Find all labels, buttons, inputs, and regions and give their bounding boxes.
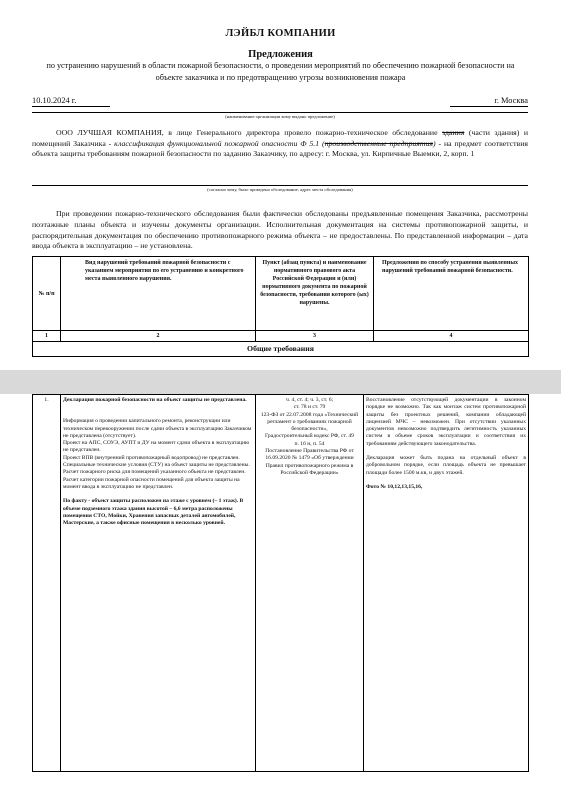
document-subtitle: по устранению нарушений в области пожарной безопасности, о проведении мероприятий по обеспечению пожарной безопасности на объекте заказчика и по предотвращению угрозы возникновения пожара: [46, 61, 515, 82]
violation-line: Информация о проведении капитального ремонта, реконструкции или техническом перевооружении после сдачи объекта в эксплуатацию Заказчиком не представлена (отсутствует).: [63, 418, 252, 439]
violation-cell: [61, 395, 256, 772]
violation-line: Декларация пожарной безопасности на объект защиты не представлена.: [63, 397, 247, 403]
intro-strike: здания: [442, 128, 465, 137]
col-number-4: 4: [374, 331, 529, 342]
company-label: ЛЭЙБЛ КОМПАНИИ: [225, 28, 336, 39]
violation-line: Расчет категории пожарной опасности помещений для объекта защиты на момент ввода в эксплуатацию не представлен.: [63, 476, 240, 490]
proposal-line: Восстановление отсутствующей документации в законном порядке не возможно. Так как монтаж систем противопожарной защиты без проектных решений, компании обладающей лицензией МЧС – невозможен. При отсутствии указанных документов невозможно подтвердить легитимность указанных систем в объеме сроков эксплуатации и соответствия их требованиям действующего законодательства.: [366, 397, 526, 447]
document-title: Предложения: [248, 49, 313, 60]
document-city: г. Москва: [450, 95, 528, 107]
norm-line: Постановление Правительства РФ от 16.09.2020 № 1479 «Об утверждении Правил противопожарного режима в Российской Федерации»: [265, 448, 354, 476]
col-number-2: 2: [61, 331, 256, 342]
address-caption: (согласно чему, было проведено обследование, адрес места обследования): [32, 185, 528, 192]
intro-text-1: ООО ЛУЧШАЯ КОМПАНИЯ, в лице Генерального директора провело пожарно-техническое обследование: [56, 128, 443, 137]
violation-line: Специальные технические условия (СТУ) на объект защиты не представлены.: [63, 462, 250, 469]
violation-line: Расчет пожарного риска для помещений указанного объекта не представлен.: [63, 469, 246, 476]
org-caption: (наименование организации кому выдано предложение): [32, 112, 528, 119]
col-header-norm: Пункт (абзац пункта) и наименование нормативного правового акта Российской Федерации и (или) нормативного документа по пожарной безопасности, требования которого (ых) нарушены.: [256, 257, 374, 331]
proposal-line: Декларация может быть подана на отдельный объект в добровольном порядке, если площадь объекта не превышает площади более 1500 м.кв, и двух этажей.: [366, 455, 526, 476]
page-separator: [0, 370, 561, 394]
intro-italic-1: классификация функциональной пожарной опасности Ф 5.1 (: [114, 138, 325, 148]
photo-references: Фото № 10,12,13,15,16,: [366, 483, 423, 490]
norm-line: п. 16 и, п. 54: [294, 440, 325, 447]
norm-line: 123-ФЗ от 22.07.2008 года «Технический регламент о требованиях пожарной безопасности»,: [260, 411, 359, 433]
intro-text-3: - на предмет соответствия объекта защиты требованиям пожарной безопасности по заданию Заказчику, по адресу: г. Москва, ул. Кирпичные Выемки, 2, корп. 1: [32, 138, 528, 159]
violations-table-header: [32, 256, 529, 357]
col-header-violation: Вид нарушений требований пожарной безопасности с указанием мероприятия по его устранению и конкретного места выявленного нарушения.: [61, 257, 256, 331]
norm-line: ч. 4, ст. 4; ч. 3, ст. 6;: [285, 397, 334, 403]
violation-line: Проект ВПВ (внутренний противопожарный водопровод) не представлен.: [63, 454, 240, 461]
norm-line: Градостроительный кодекс РФ, ст. 49: [265, 433, 354, 440]
norm-cell: [256, 395, 364, 772]
row-number: 1.: [33, 395, 61, 772]
violation-line: Проект на АПС, СОУЭ, АУПТ и ДУ на момент сдачи объекта в эксплуатацию не представлен.: [63, 440, 250, 454]
col-header-proposal: Предложения по способу устранения выявленных нарушений требований пожарной безопасности.: [374, 257, 529, 331]
proposal-cell: [364, 395, 529, 772]
intro-text-2: (части здания) и помещений Заказчика -: [32, 128, 528, 148]
col-number-3: 3: [256, 331, 374, 342]
document-date: 10.10.2024 г.: [32, 95, 110, 107]
intro-italic-strike: производственные предприятия: [324, 138, 434, 148]
document-page-1: [0, 0, 561, 370]
violations-table: [32, 394, 529, 772]
violation-line: По факту - объект защиты расположен на этаже с уровнем (– 1 этаж). В объеме подземного этажа здания высотой – 6,6 метра расположены помещения СТО, Мойки, Хранения запасных деталей автомобилей, Мастерские, а также офисные помещения в несколько уровней.: [63, 498, 244, 527]
intro-italic-2: ): [433, 138, 436, 148]
norm-line: ст. 78 и ст. 79: [293, 404, 326, 411]
inspection-paragraph: При проведении пожарно-технического обследования были фактически обследованы предъявленные помещения Заказчика, рассмотрены поэтажные планы объекта и изучены документы организации. Исполнительная документация на системы противопожарной защиты, и распорядительная документация по обеспечению противопожарного режима объекта – не предоставлены. По представленной информации – дата ввода объекта в эксплуатацию – не установлена.: [32, 209, 528, 251]
col-number-1: 1: [33, 331, 61, 342]
intro-paragraph: [32, 128, 528, 160]
section-general-requirements: Общие требования: [33, 342, 529, 357]
col-header-no: № п/п: [33, 257, 61, 331]
document-page-2: [0, 394, 561, 800]
